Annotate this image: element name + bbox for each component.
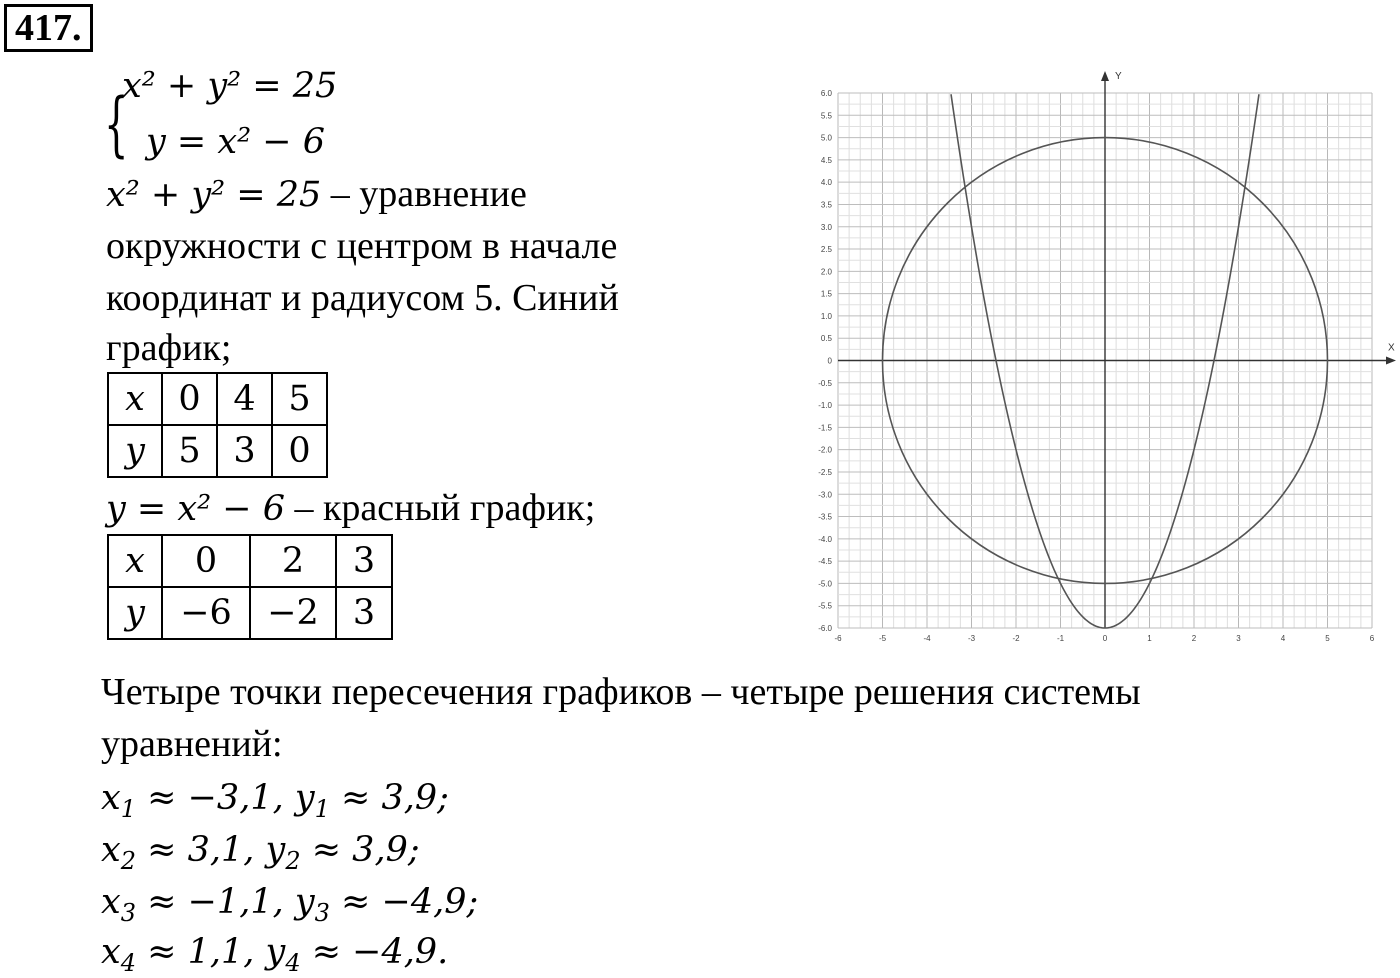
system-brace: { (104, 83, 129, 165)
solution-subscript: 2 (285, 847, 301, 875)
y-tick-label: -4.0 (818, 534, 832, 544)
solution-2: $x_2 \approx 3,1$, $y_2 \approx 3,9$; (101, 830, 420, 875)
parabola-equation: y = x² − 6 (106, 489, 285, 529)
solution-x: −3,1 (187, 778, 273, 818)
solution-subscript: 1 (120, 795, 137, 823)
table-cell: −2 (250, 587, 336, 639)
table-cell: 0 (162, 373, 217, 425)
solution-y: 3,9 (381, 778, 438, 818)
solution-subscript: 4 (120, 949, 137, 977)
table-row (108, 587, 392, 639)
values-table-circle (107, 372, 328, 478)
x-tick-label: -5 (878, 634, 887, 643)
table-cell: 0 (272, 425, 327, 477)
table-row (108, 373, 327, 425)
solution-y: −4,9 (381, 882, 467, 922)
y-tick-label: -3.5 (818, 512, 832, 522)
y-tick-label: 6.0 (820, 89, 832, 98)
solution-end: ; (407, 830, 420, 870)
y-tick-label: 0 (827, 356, 832, 366)
solution-subscript: 3 (314, 899, 330, 927)
solution-subscript: 1 (314, 795, 330, 823)
y-tick-label: 5.0 (820, 133, 832, 143)
y-tick-label: -0.5 (818, 378, 832, 388)
y-tick-label: 2.0 (820, 267, 832, 277)
circle-equation: x² + y² = 25 (106, 175, 322, 215)
table-header-cell: y (108, 425, 162, 477)
solution-y: −4,9 (352, 932, 438, 972)
x-tick-label: 5 (1325, 634, 1330, 643)
parabola-description (106, 482, 595, 535)
table-header-cell: y (108, 587, 162, 639)
y-axis-label: Y (1115, 71, 1122, 82)
y-tick-label: -2.5 (818, 467, 832, 477)
solution-subscript: 3 (120, 899, 137, 927)
y-tick-label: 4.0 (820, 178, 832, 188)
y-tick-label: -1.5 (818, 423, 832, 433)
x-tick-label: 2 (1191, 634, 1197, 643)
x-tick-label: 4 (1280, 634, 1286, 643)
circle-description-line3: координат и радиусом 5. Синий (106, 277, 619, 319)
parabola-text: – красный график; (284, 487, 596, 529)
x-tick-label: 6 (1369, 634, 1375, 643)
table-header-cell: x (108, 373, 162, 425)
circle-description-line1 (106, 168, 527, 221)
solution-1: $x_1 \approx -3,1$, $y_1 \approx 3,9$; (101, 778, 449, 823)
circle-description-line2: окружности с центром в начале (106, 225, 618, 267)
table-cell: 5 (272, 373, 327, 425)
table-cell: 0 (162, 535, 250, 587)
conclusion-line2: уравнений: (101, 723, 283, 765)
table-cell: 2 (250, 535, 336, 587)
problem-number: 417. (4, 4, 93, 52)
solution-3: $x_3 \approx -1,1$, $y_3 \approx -4,9$; (101, 882, 479, 927)
table-row (108, 535, 392, 587)
table-cell: 4 (217, 373, 272, 425)
x-tick-label: -1 (1056, 634, 1065, 643)
solution-end: . (437, 932, 449, 972)
solution-subscript: 4 (285, 949, 301, 977)
system-eq2: y = x² − 6 (146, 122, 325, 162)
y-tick-label: 1.0 (820, 311, 832, 321)
x-tick-label: -3 (967, 634, 976, 643)
solution-4: $x_4 \approx 1,1$, $y_4 \approx -4,9$. (101, 932, 449, 977)
solution-x: −1,1 (187, 882, 273, 922)
table-cell: 3 (217, 425, 272, 477)
y-tick-label: -5.5 (818, 601, 832, 611)
table-header-cell: x (108, 535, 162, 587)
y-axis-arrow (1101, 71, 1109, 81)
x-tick-label: 0 (1102, 634, 1108, 643)
solution-x: 1,1 (187, 932, 244, 972)
x-axis-arrow (1386, 357, 1396, 365)
y-tick-label: 3.0 (820, 222, 832, 232)
solution-x: 3,1 (187, 830, 244, 870)
graph (800, 64, 1400, 654)
table-cell: 5 (162, 425, 217, 477)
y-tick-label: 4.5 (820, 155, 832, 165)
y-tick-label: -1.0 (818, 401, 832, 411)
y-tick-label: -6.0 (818, 624, 832, 633)
y-tick-label: -4.5 (818, 557, 832, 567)
y-tick-label: 5.5 (820, 111, 832, 121)
circle-text1: – уравнение (321, 173, 527, 215)
x-tick-label: 3 (1236, 634, 1241, 643)
table-cell: 3 (336, 587, 392, 639)
x-tick-label: -6 (834, 634, 842, 643)
y-tick-label: 2.5 (820, 245, 832, 255)
conclusion-line1: Четыре точки пересечения графиков – четыре решения системы (101, 671, 1141, 713)
table-cell: −6 (162, 587, 250, 639)
y-tick-label: 1.5 (820, 289, 832, 299)
x-tick-label: 1 (1147, 634, 1152, 643)
system-eq1: x² + y² = 25 (122, 66, 338, 106)
y-tick-label: -5.0 (818, 579, 832, 589)
y-tick-label: 0.5 (820, 334, 832, 344)
x-tick-label: -2 (1012, 634, 1020, 643)
x-axis-label: X (1388, 342, 1395, 354)
x-tick-label: -4 (923, 634, 931, 643)
y-tick-label: -2.0 (818, 445, 832, 455)
solution-subscript: 2 (120, 847, 137, 875)
y-tick-label: 3.5 (820, 200, 832, 210)
values-table-parabola (107, 534, 393, 640)
table-cell: 3 (336, 535, 392, 587)
solution-y: 3,9 (352, 830, 408, 870)
table-row (108, 425, 327, 477)
circle-description-line4: график; (106, 327, 232, 369)
y-tick-label: -3.0 (818, 490, 832, 500)
solution-end: ; (437, 778, 449, 818)
solution-end: ; (466, 882, 479, 922)
